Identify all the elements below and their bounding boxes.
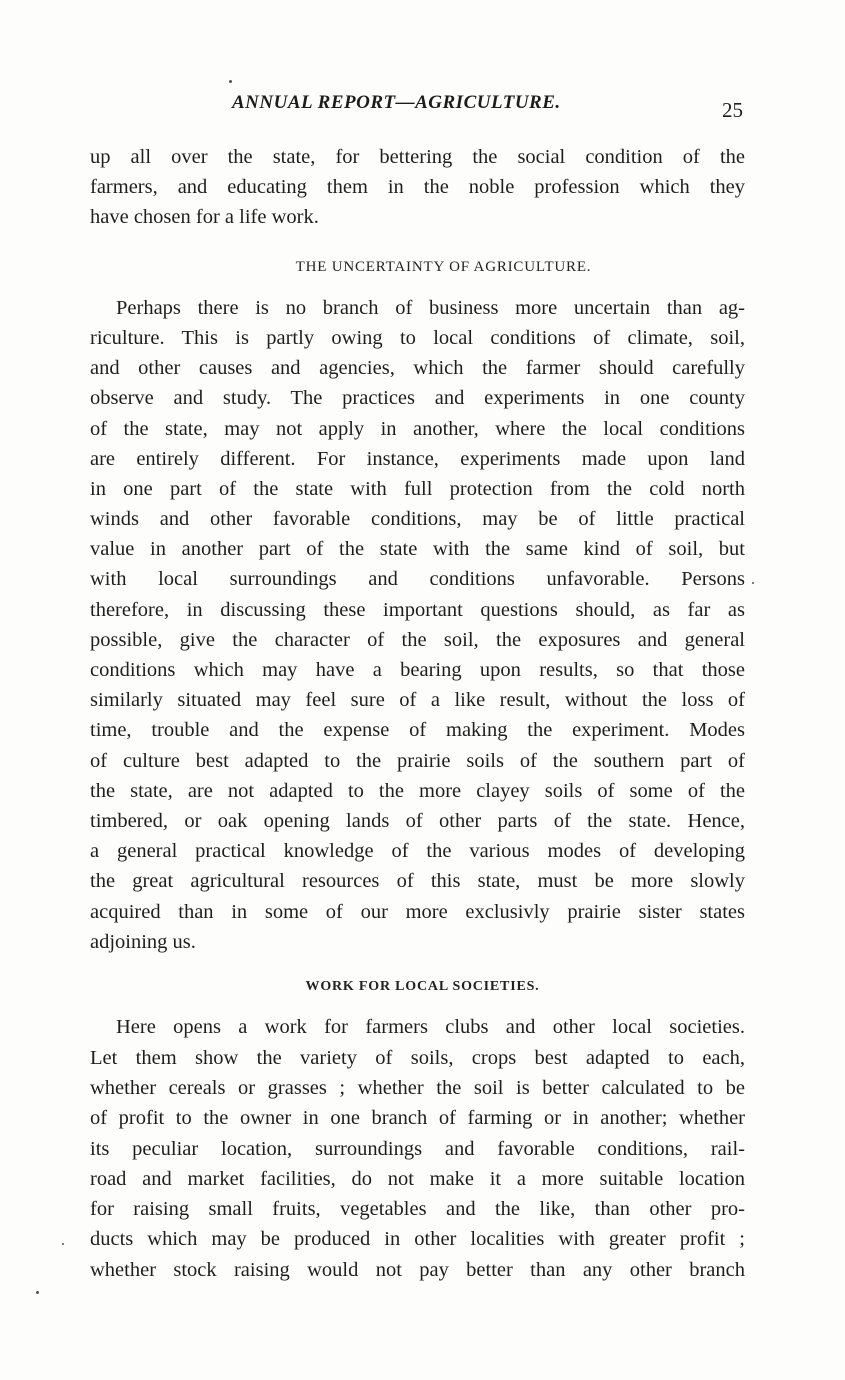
body-line: of the state, may not apply in another, where the local conditions	[90, 418, 745, 440]
body-line: Perhaps there is no branch of business more uncertain than ag-	[116, 297, 745, 319]
body-line: the great agricultural resources of this state, must be more slowly	[90, 870, 745, 892]
body-line: time, trouble and the expense of making the experiment. Modes	[90, 719, 745, 741]
scan-speck	[62, 1243, 64, 1245]
section-heading-uncertainty: THE UNCERTAINTY OF AGRICULTURE.	[295, 259, 592, 275]
body-line: therefore, in discussing these important questions should, as far as	[90, 599, 745, 621]
body-line: its peculiar location, surroundings and favorable conditions, rail-	[90, 1138, 745, 1160]
body-line: adjoining us.	[90, 931, 196, 953]
scan-speck	[36, 1291, 39, 1294]
body-line: of profit to the owner in one branch of farming or in another; whether	[90, 1107, 745, 1129]
running-header-title: ANNUAL REPORT—AGRICULTURE.	[232, 92, 561, 113]
body-line: observe and study. The practices and experiments in one county	[90, 387, 745, 409]
intro-line: farmers, and educating them in the noble profession which they	[90, 176, 745, 198]
body-line: and other causes and agencies, which the farmer should carefully	[90, 357, 745, 379]
body-line: a general practical knowledge of the various modes of developing	[90, 840, 745, 862]
body-line: possible, give the character of the soil, the exposures and general	[90, 629, 745, 651]
scan-speck	[752, 582, 754, 584]
body-line: Here opens a work for farmers clubs and other local societies.	[116, 1016, 745, 1038]
body-line: whether cereals or grasses ; whether the soil is better calculated to be	[90, 1077, 745, 1099]
body-line: of culture best adapted to the prairie soils of the southern part of	[90, 750, 745, 772]
intro-line: up all over the state, for bettering the social condition of the	[90, 146, 745, 168]
body-line: timbered, or oak opening lands of other parts of the state. Hence,	[90, 810, 745, 832]
body-line: with local surroundings and conditions unfavorable. Persons	[90, 568, 745, 590]
body-line: similarly situated may feel sure of a like result, without the loss of	[90, 689, 745, 711]
body-line: value in another part of the state with the same kind of soil, but	[90, 538, 745, 560]
body-line: for raising small fruits, vegetables and the like, than other pro-	[90, 1198, 745, 1220]
body-line: the state, are not adapted to the more clayey soils of some of the	[90, 780, 745, 802]
body-line: are entirely different. For instance, experiments made upon land	[90, 448, 745, 470]
body-line: winds and other favorable conditions, may be of little practical	[90, 508, 745, 530]
body-line: riculture. This is partly owing to local conditions of climate, soil,	[90, 327, 745, 349]
page-number: 25	[722, 98, 743, 122]
intro-line: have chosen for a life work.	[90, 206, 319, 228]
body-line: conditions which may have a bearing upon results, so that those	[90, 659, 745, 681]
body-line: whether stock raising would not pay better than any other branch	[90, 1259, 745, 1281]
section-heading-local-societies: WORK FOR LOCAL SOCIETIES.	[305, 979, 540, 994]
body-line: ducts which may be produced in other localities with greater profit ;	[90, 1228, 745, 1250]
body-line: road and market facilities, do not make it a more suitable location	[90, 1168, 745, 1190]
body-line: acquired than in some of our more exclusivly prairie sister states	[90, 901, 745, 923]
body-line: Let them show the variety of soils, crops best adapted to each,	[90, 1047, 745, 1069]
scan-speck	[229, 80, 232, 83]
body-line: in one part of the state with full protection from the cold north	[90, 478, 745, 500]
